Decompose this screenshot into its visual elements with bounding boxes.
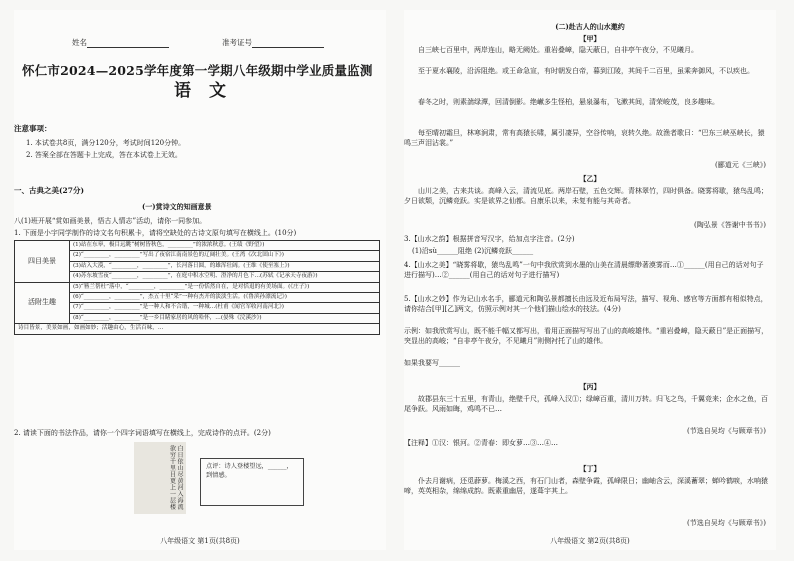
question-1-prompt: 1. 下面是小宇同学制作的诗文名句积累卡，请将空缺处的古诗文原句填写在横线上。(10分) [14, 229, 297, 237]
passage-yi-text: 山川之美，古来共谈。高峰入云，清流见底。两岸石壁，五色交辉。青林翠竹，四时俱备。晓雾将歇，猿鸟乱鸣；夕日欲颓，沉鳞竞跃。实是欲界之仙都。自康乐以来，未复有能与其奇者。 [404, 187, 768, 205]
passage-jia-label: 【甲】 [579, 34, 601, 43]
table-row [15, 293, 380, 303]
question-5-answer[interactable]: 如果我要写______ [404, 359, 460, 367]
subsection-1-heading: (一)赏诗文的知画意景 [142, 202, 212, 211]
page-footer: 八年级语文 第1页(共8页) [160, 537, 240, 545]
subject-title: 语文 [174, 81, 244, 101]
table-row [15, 282, 380, 292]
poem-card-table [14, 240, 380, 335]
notes-item-1: 1. 本试卷共8页，满分120分，考试时间120分钟。 [26, 139, 186, 147]
table-row [15, 241, 380, 251]
passage-yi-source: (陶弘景《答谢中书书》) [694, 221, 766, 229]
passage-ding-text: 仆去月谢病，还觅薜萝。梅溪之西，有石门山者，森壁争霞，孤峰限日；幽岫含云，深溪蓄翠；蝉吟鹤唳，水响猿啼，英英相杂，绵绵成韵。既素重幽居，遂葺宇其上。 [404, 477, 768, 495]
question-4-prompt[interactable]: 4.【山水之美】“晓雾将歇，猿鸟乱鸣”一句中我欣赏到水墨的山美在清晨缥缈著漠雾而…①______(用自己的话对句子进行描写)…②______(用自己的话对句子进行描写) [404, 261, 764, 279]
passage-jia-p4: 每至晴初霜旦，林寒涧肃，常有高猿长啸，属引凄异，空谷传响，哀转久绝。故渔者歌曰：“巴东三峡巫峡长，猿鸣三声泪沾裳。” [404, 129, 765, 147]
notes-heading: 注意事项： [14, 124, 52, 133]
table-cell[interactable]: (8)“_________，_________”是一乡目睹家居的风的哈怀，…(晏殊《浣溪沙》) [70, 313, 380, 323]
table-row [15, 324, 380, 334]
page-2 [404, 10, 776, 550]
subsection-2-heading: (二)赴古人的山水邀约 [555, 22, 625, 31]
table-summary: 诗目皆景，美景如画，如画如妙；活趣由心，生活百味，… [15, 324, 380, 334]
calligraphy-artwork: 白日依山尽黄河入海流欲穷千里目更上一层楼 [134, 442, 186, 514]
table-row [15, 261, 380, 271]
table-row [15, 313, 380, 323]
table-cell[interactable]: (2)“_________，_________”写出了夜宿江南南景色的辽阔壮美。(王湾《次北固山下》) [70, 251, 380, 261]
table-cell[interactable]: (3)站入大漠，“_________，_________”，长河落日圆，的雄浑壮阔。(王维《使至塞上》) [70, 261, 380, 271]
page-footer: 八年级语文 第2页(共8页) [550, 537, 630, 545]
name-field[interactable] [72, 38, 169, 48]
table-cell[interactable]: (7)“_________，_________”是一种人和不合谐，一种城…(杜甫《闻官军收河南河北》) [70, 303, 380, 313]
exam-number-field[interactable] [222, 38, 324, 48]
group-label: 活附生趣 [15, 282, 70, 324]
passage-ding-label: 【丁】 [579, 464, 601, 473]
table-cell[interactable]: (6)“_________，_________”，杰五十里“采”一种有杰开的淡淡生活。(《鲁滨孙漂流记》) [70, 293, 380, 303]
question-5-example: 示例：如我欣赏写山，既不能千幅又都写出，看用正面描写写出了山的高峻雄伟。“重岩叠嶂，隐天蔽日”是正面描写，突显出的高峻；“自非亭午夜分，不见曦月”则侧衬托了山的雄伟。 [404, 327, 769, 345]
passage-bing-source: (节选自吴均《与顾章书》) [687, 427, 766, 435]
name-label: 姓名 [72, 38, 87, 47]
table-row [15, 303, 380, 313]
section-1-heading: 一、古典之美(27分) [14, 186, 85, 195]
table-cell[interactable]: (4)苏东坡雪夜“_________，_________”，在庭中积水空明、澄净的月色下…(苏轼《记承天寺夜游》) [70, 272, 380, 282]
passage-jia-p3: 春冬之时，则素湍绿潭，回清倒影。绝𪩘多生怪柏，悬泉瀑布，飞漱其间，清荣峻茂，良多趣味。 [418, 98, 719, 106]
table-row [15, 272, 380, 282]
table-cell[interactable]: (5)“簪兰帮杜”落中，“_________，_________”是一份恬然自在，是对恬退的有美场面。(《庄子》) [70, 282, 380, 292]
exam-number-label: 准考证号 [222, 38, 252, 47]
group-label: 四目美景 [15, 241, 70, 283]
passage-jia-p2: 至于夏水襄陵，沿泝阻绝。或王命急宣，有时朝发白帝，暮到江陵，其间千二百里，虽乘奔御风，不以疾也。 [418, 67, 754, 75]
question-5-prompt: 5.【山水之妙】作为记山水名手，郦道元和陶弘景都擅长由远及近布局写法，描写、视角、感官等方面都有相似特点，请你结合[甲][乙]两文，仿照示例对其一个他们描山绘水的技法。(4分) [404, 295, 768, 313]
passage-bing-notes: 【注释】①汉：银河。②青春：即女萝…③…④… [404, 439, 558, 447]
commentary-box[interactable]: 点评：诗人登楼望远，______，到情感。 [200, 458, 304, 506]
passage-jia-p1: 自三峡七百里中，两岸连山，略无阙处。重岩叠嶂，隐天蔽日，自非亭午夜分，不见曦月。 [418, 46, 698, 54]
question-8-intro: 八(1)班开展“赏如画美景，悟古人情志”活动，请你一同参加。 [14, 217, 207, 225]
notes-item-2: 2. 答案全部在答题卡上完成，答在本试卷上无效。 [26, 151, 182, 159]
passage-bing-label: 【丙】 [579, 382, 601, 391]
passage-ding-source: (节选自吴均《与顾章书》) [687, 519, 766, 527]
passage-yi-label: 【乙】 [579, 174, 601, 183]
question-3-prompt: 3.【山水之韵】根据拼音写汉字，给加点字注音。(2分) [404, 235, 575, 243]
page-1 [14, 10, 386, 550]
passage-bing-text: 故郡县东三十五里，有青山，绝壁千尺，孤峰入汉①；绿嶂百重，清川万转。归飞之鸟，千翼竞来；企水之鱼，百尾争跃。风雨如晦，鸡鸣不已… [404, 395, 768, 413]
question-2-prompt: 2. 请读下面的书法作品，请你一个四字词语填写在横线上，完成诗作的点评。(2分) [14, 429, 271, 437]
table-cell[interactable]: (1)站在东皋，极目远眺“树树皆秋色，_________”的浓浓秋意。(王绩《野望》) [70, 241, 380, 251]
table-row [15, 251, 380, 261]
exam-title: 怀仁市2024—2025学年度第一学期八年级期中学业质量监测 [22, 63, 373, 78]
passage-jia-source: (郦道元《三峡》) [715, 161, 766, 169]
question-3-items[interactable]: (1)沿sù______阻绝 (2)沉鳞竞跃______ [412, 247, 534, 255]
